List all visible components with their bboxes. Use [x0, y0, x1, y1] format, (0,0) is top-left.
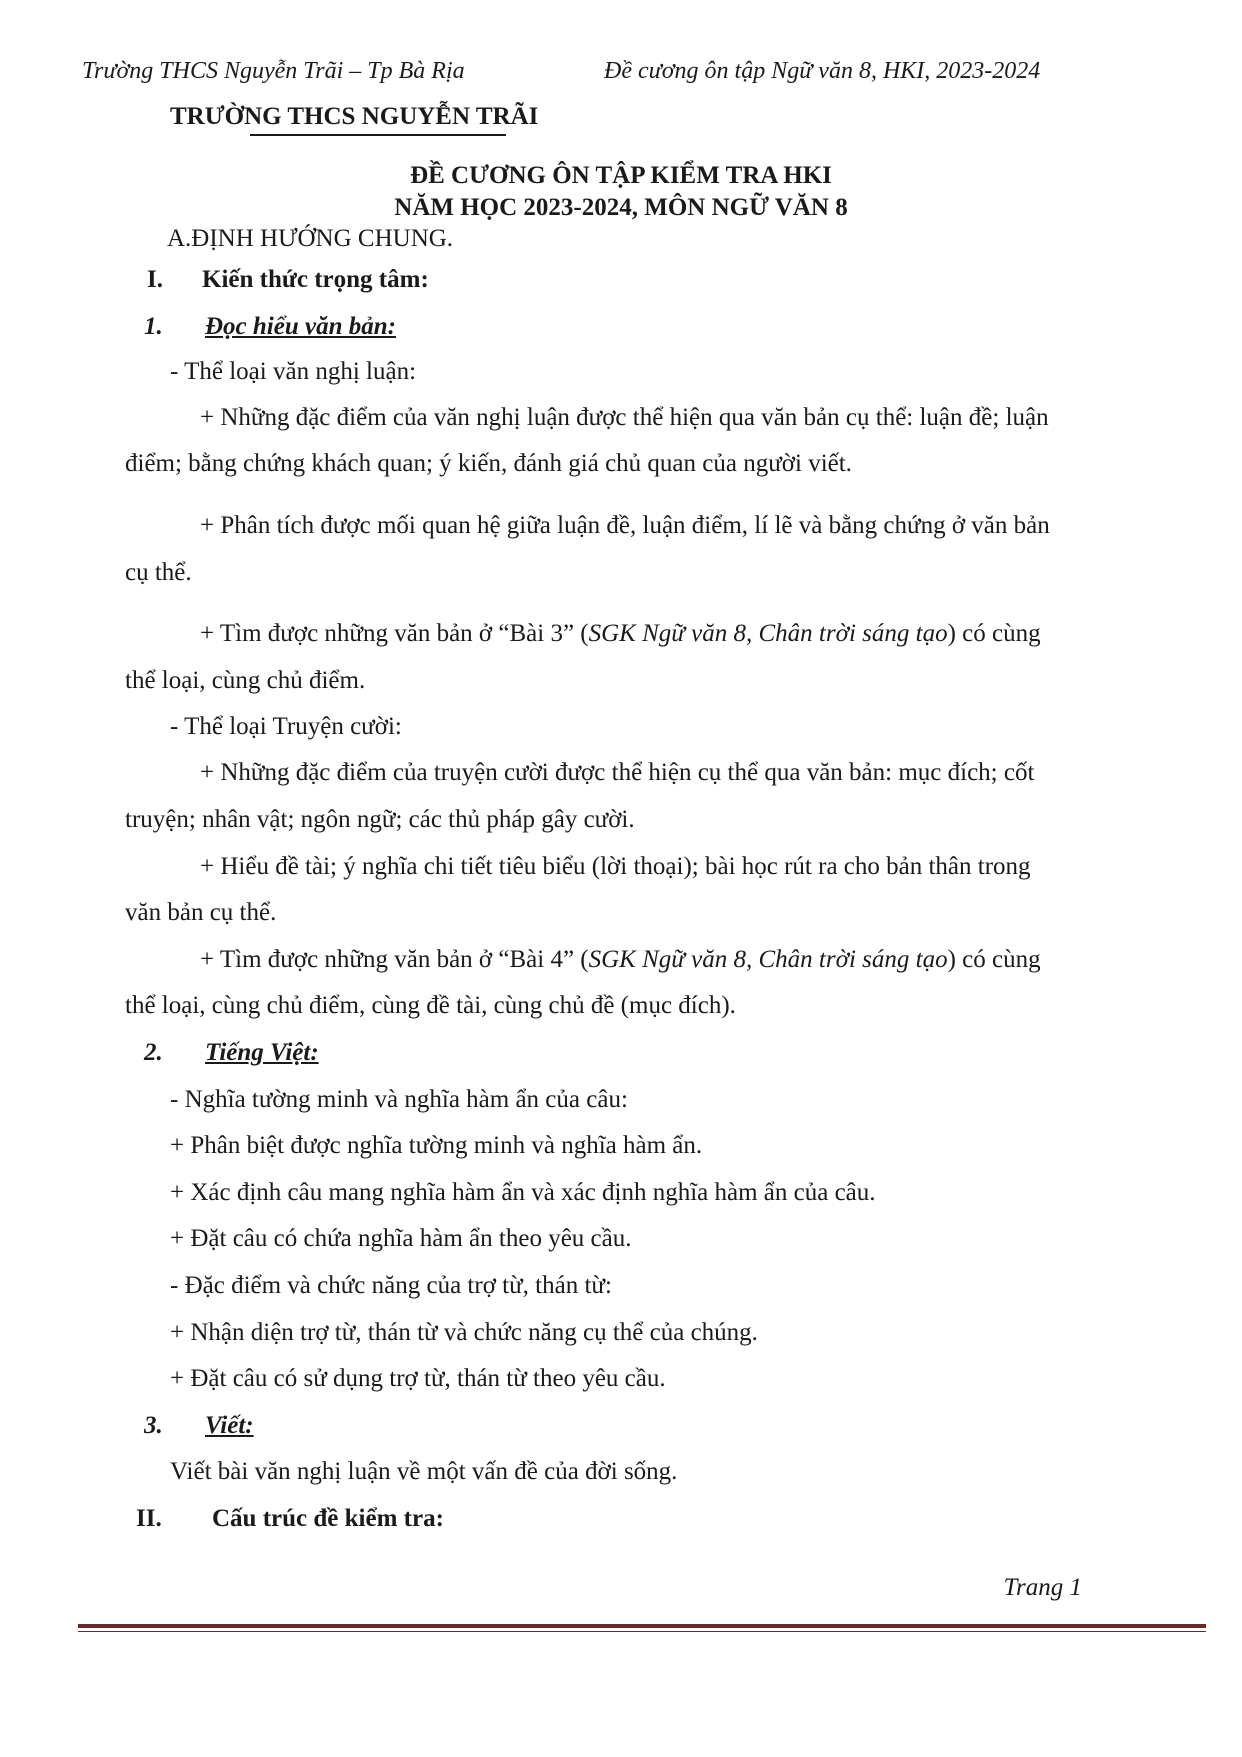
- subsection-2-heading: Tiếng Việt:: [205, 1039, 319, 1066]
- paragraph-line: điểm; bằng chứng khách quan; ý kiến, đánh giá chủ quan của người viết.: [125, 450, 852, 477]
- paragraph-line: + Tìm được những văn bản ở “Bài 4” (SGK Ngữ văn 8, Chân trời sáng tạo) có cùng: [200, 946, 1041, 973]
- subsection-1-number: 1.: [144, 313, 163, 340]
- paragraph-line: - Đặc điểm và chức năng của trợ từ, thán từ:: [170, 1272, 612, 1299]
- paragraph-line: - Thể loại Truyện cười:: [170, 713, 402, 740]
- paragraph-line: + Phân biệt được nghĩa tường minh và nghĩa hàm ẩn.: [170, 1132, 703, 1159]
- school-underline: [250, 134, 506, 136]
- page-number: Trang 1: [1003, 1574, 1082, 1601]
- subsection-3-number: 3.: [144, 1412, 163, 1439]
- paragraph-line: + Hiểu đề tài; ý nghĩa chi tiết tiêu biểu (lời thoại); bài học rút ra cho bản thân trong: [200, 853, 1031, 880]
- document-title-line1: ĐỀ CƯƠNG ÔN TẬP KIỂM TRA HKI: [410, 162, 832, 189]
- footer-rule-thin: [78, 1631, 1206, 1632]
- school-name: TRƯỜNG THCS NGUYỄN TRÃI: [170, 103, 539, 130]
- section-1-number: I.: [147, 266, 163, 293]
- document-title-line2: NĂM HỌC 2023-2024, MÔN NGỮ VĂN 8: [394, 194, 848, 221]
- paragraph-line: truyện; nhân vật; ngôn ngữ; các thủ pháp gây cười.: [125, 806, 635, 833]
- paragraph-line: + Tìm được những văn bản ở “Bài 3” (SGK Ngữ văn 8, Chân trời sáng tạo) có cùng: [200, 620, 1041, 647]
- section-1-heading: Kiến thức trọng tâm:: [202, 266, 429, 293]
- paragraph-line: văn bản cụ thể.: [125, 899, 277, 926]
- section-2-number: II.: [136, 1505, 162, 1532]
- paragraph-line: + Đặt câu có sử dụng trợ từ, thán từ theo yêu cầu.: [170, 1365, 666, 1392]
- footer-rule-thick: [78, 1624, 1206, 1628]
- header-left: Trường THCS Nguyễn Trãi – Tp Bà Rịa: [82, 58, 465, 84]
- paragraph-line: Viết bài văn nghị luận về một vấn đề của đời sống.: [170, 1458, 678, 1485]
- paragraph-line: thể loại, cùng chủ điểm, cùng đề tài, cùng chủ đề (mục đích).: [125, 992, 736, 1019]
- subsection-1-heading: Đọc hiểu văn bản:: [205, 313, 396, 340]
- subsection-3-heading: Viết:: [205, 1412, 254, 1439]
- textbook-reference: SGK Ngữ văn 8, Chân trời sáng tạo: [588, 620, 948, 647]
- textbook-reference: SGK Ngữ văn 8, Chân trời sáng tạo: [588, 946, 948, 973]
- paragraph-line: + Đặt câu có chứa nghĩa hàm ẩn theo yêu cầu.: [170, 1225, 632, 1252]
- paragraph-line: + Xác định câu mang nghĩa hàm ẩn và xác định nghĩa hàm ẩn của câu.: [170, 1179, 876, 1206]
- paragraph-line: - Nghĩa tường minh và nghĩa hàm ẩn của câu:: [170, 1086, 628, 1113]
- paragraph-line: + Phân tích được mối quan hệ giữa luận đề, luận điểm, lí lẽ và bằng chứng ở văn bản: [200, 512, 1050, 539]
- paragraph-line: cụ thể.: [125, 559, 192, 586]
- section-2-heading: Cấu trúc đề kiểm tra:: [212, 1505, 444, 1532]
- paragraph-line: + Những đặc điểm của văn nghị luận được thể hiện qua văn bản cụ thể: luận đề; luận: [200, 404, 1049, 431]
- section-a-heading: A.ĐỊNH HƯỚNG CHUNG.: [167, 225, 454, 252]
- paragraph-line: thể loại, cùng chủ điểm.: [125, 667, 366, 694]
- paragraph-line: - Thể loại văn nghị luận:: [170, 358, 417, 385]
- subsection-2-number: 2.: [144, 1039, 163, 1066]
- paragraph-line: + Những đặc điểm của truyện cười được thể hiện cụ thể qua văn bản: mục đích; cốt: [200, 759, 1035, 786]
- paragraph-line: + Nhận diện trợ từ, thán từ và chức năng cụ thể của chúng.: [170, 1319, 758, 1346]
- header-right: Đề cương ôn tập Ngữ văn 8, HKI, 2023-2024: [604, 58, 1041, 84]
